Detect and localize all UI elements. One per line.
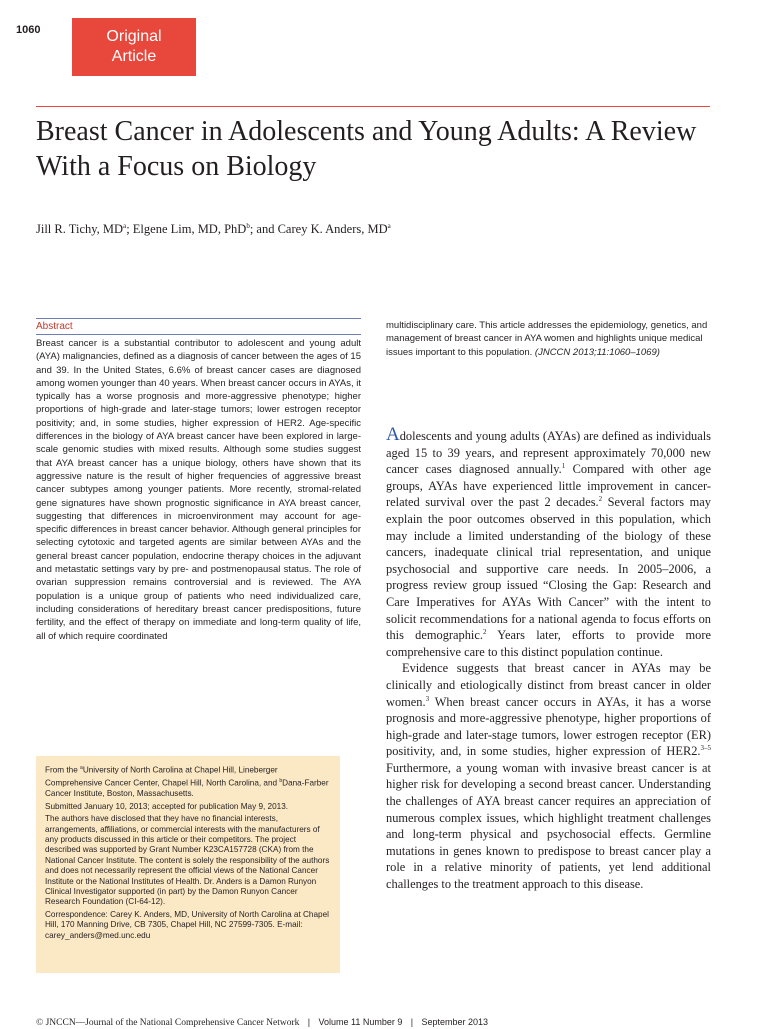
affiliation-text: Dana-Farber Cancer Institute, Boston, Massachusetts. [45,778,329,799]
journal-citation: (JNCCN 2013;11:1060–1069) [534,346,660,358]
affiliations [45,763,332,800]
submission-dates: Submitted January 10, 2013; accepted for publication May 9, 2013. [45,801,289,811]
abstract-text: Breast cancer is a substantial contributor to adolescent and young adult (AYA) malignancies, defined as a diagnosis of cancer between the ages of 15 and 39. In the United States, 6.6% of breast cancer cases are diagnosed among women younger than 40 years. When breast cancer occurs in AYAs, it typically has a worse prognosis and more-aggressive phenotype; higher proportions of high-grade and later-stage tumors; lower estrogen receptor positivity; and, in some studies, higher expression of HER2. Age-specific differences in the biology of AYA breast cancer have been explored in large-scale genomic studies with mixed results. Although some studies suggest that AYA breast cancer has a unique biology, others have shown that its aggressive nature is the result of higher frequencies of aggressive breast cancer subtypes among younger patients. More recently, stromal-related gene signatures have shown prognostic significance in AYA breast cancer, suggesting that differences in microenvironment may account for age-specific differences in breast cancer behavior. Although general principles for selecting cytotoxic and targeted agents are similar between AYAs and the general breast cancer population, endocrine therapy choices in the adjuvant and metastatic settings vary by pre- and postmenopausal status. The role of ovarian suppression remains controversial and is reviewed. The AYA population is a unique group of patients who need individualized care, including considerations of hereditary breast cancer predispositions, future fertility, and the effect of therapy on immediate and long-term quality of life, all of which require coordinated [36,338,361,642]
article-info-box [36,756,340,973]
body-text-run: When breast cancer occurs in AYAs, it has a worse prognosis and more-aggressive phenotype, higher proportions of high-grade and later-stage tumors, lower estrogen receptor (ER) positivity, and, in some studies, higher expression of HER2. [386,694,711,759]
author-3: ; and Carey K. Anders, MD [249,222,388,237]
footer-separator: | [410,1017,414,1027]
article-type-line-1: Original [106,28,162,45]
body-paragraph-1 [386,424,712,660]
footer-separator: | [307,1017,311,1027]
body-text-run: Furthermore, a young woman with invasive breast cancer is at higher risk for developing a second breast cancer. Understanding the challenges of AYA breast cancer requires an appreciation of numerous complex issues, which highlight treatment challenges and long-term physical and psychosocial effects. Germline mutations in genes known to predispose to breast cancer play a role in a relative minority of patients, yet lend additional challenges to the treatment approach to this disease. [386,760,711,892]
header-rule [36,106,710,107]
author-2-affiliation: b [246,222,250,230]
author-3-affiliation: a [387,222,391,230]
article-body [386,424,712,893]
reference-mark: 2 [598,495,603,504]
reference-mark: 2 [482,628,487,636]
disclosure-statement: The authors have disclosed that they have no financial interests, arrangements, affiliations, or commercial interests with the manufacturers of any products discussed in this article or their competitors. The project described was supported by Grant Number K23CA157728 (CKA) from the National Cancer Institute. The content is solely the responsibility of the authors and does not necessarily represent the official views of the National Cancer Institute or the National Institutes of Health. Dr. Anders is a Damon Runyon Clinical Investigator supported (in part) by the Damon Runyon Cancer Research Foundation (CI-64-12). [45,814,330,907]
article-type-badge [72,18,196,76]
page-footer [36,1016,736,1029]
article-title: Breast Cancer in Adolescents and Young Adults: A Review With a Focus on Biology [36,116,697,182]
journal-name: © JNCCN—Journal of the National Comprehensive Cancer Network [36,1018,300,1028]
reference-mark: 1 [561,462,566,471]
correspondence-address: Correspondence: Carey K. Anders, MD, University of North Carolina at Chapel Hill, 170 Manning Drive, CB 7305, Chapel Hill, NC 27599-7305. E-mail: carey_anders@med.unc.edu [45,909,329,940]
author-1-affiliation: a [123,222,127,230]
page-number: 1060 [16,24,41,36]
affiliation-mark: a [80,765,83,771]
abstract-continued [386,319,714,359]
abstract-section [36,318,361,643]
issue-date: September 2013 [421,1017,489,1027]
author-2: ; Elgene Lim, MD, PhD [126,222,247,237]
body-text-run: dolescents and young adults (AYAs) are defined as individuals aged 15 to 39 years, and represent approximately 70,000 new cancer cases diagnosed annually. [386,429,711,477]
body-text-run: Years later, efforts to provide more comprehensive care to this distinct population continue. [386,628,712,659]
affiliation-text: From the [45,765,81,775]
author-list [36,218,716,237]
author-1: Jill R. Tichy, MD [36,222,124,237]
affiliation-mark: b [279,778,283,785]
affiliation-text: University of North Carolina at Chapel Hill, Lineberger Comprehensive Cancer Center, Chapel Hill, North Carolina, and [45,765,280,788]
reference-mark: 3–5 [700,744,711,753]
abstract-continued-text: multidisciplinary care. This article addresses the epidemiology, genetics, and management of breast cancer in AYA women and highlights unique medical issues important to this population. [386,320,708,358]
body-text-run: Evidence suggests that breast cancer in AYAs may be clinically and etiologically distinct from breast cancer in older women. [386,661,711,709]
volume-issue: Volume 11 Number 9 [318,1017,403,1027]
abstract-heading: Abstract [36,318,361,335]
article-type-line-2: Article [111,48,157,65]
reference-mark: 3 [425,694,430,703]
drop-cap: A [386,424,400,445]
body-paragraph-2 [386,660,711,892]
body-text-run: Compared with other age groups, AYAs have experienced little improvement in cancer-related survival over the past 2 decades. [386,462,711,510]
body-text-run: Several factors may explain the poor outcomes observed in this population, which may include a limited understanding of the biology of these cancers, inadequate clinical trial representation, and unique psychosocial and supportive care needs. In 2005–2006, a progress review group issued “Closing the Gap: Research and Care Imperatives for AYAs With Cancer” with the intent to solicit recommendations for a national agenda to focus efforts on this demographic. [386,495,711,643]
